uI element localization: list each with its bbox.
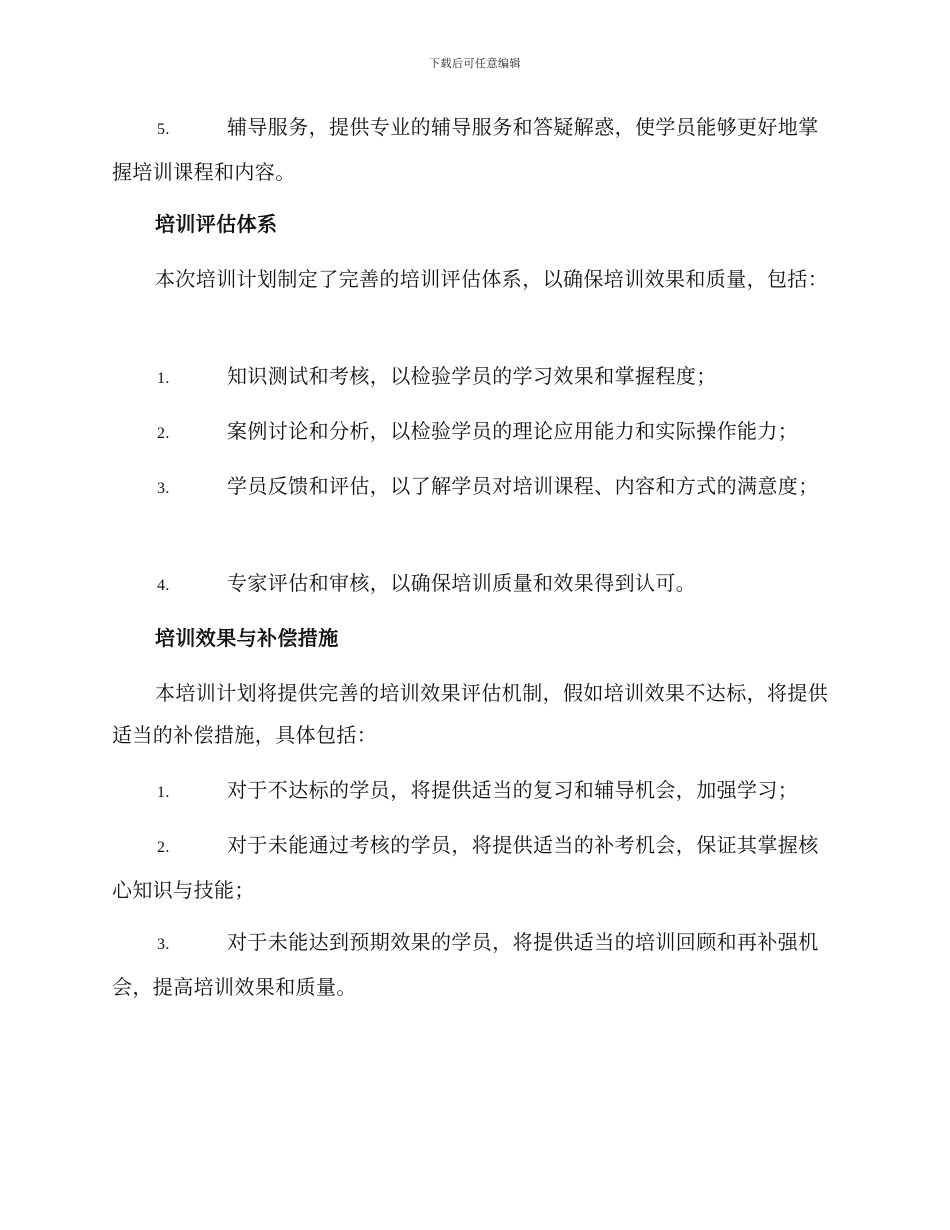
list-item-number: 4. (157, 577, 170, 594)
list-item (112, 769, 834, 814)
list-item-text: 知识测试和考核，以检验学员的学习效果和掌握程度； (227, 364, 717, 388)
list-item-text: 专家评估和审核，以确保培训质量和效果得到认可。 (227, 571, 697, 595)
section-heading: 培训效果与补偿措施 (155, 626, 339, 650)
list-item-number: 5. (157, 121, 170, 138)
list-item (112, 921, 834, 1008)
list-item-number: 1. (157, 784, 170, 801)
list-item-number: 3. (157, 480, 170, 497)
section-heading-evaluation (112, 203, 834, 245)
list-item-number: 2. (157, 839, 170, 856)
compensation-paragraph (112, 672, 834, 756)
list-item (112, 562, 834, 607)
list-item (112, 410, 834, 455)
list-item-text: 对于不达标的学员，将提供适当的复习和辅导机会，加强学习； (227, 778, 799, 802)
list-item-number: 3. (157, 936, 170, 953)
list-item (112, 824, 834, 911)
list-item (112, 465, 834, 510)
list-item-text: 学员反馈和评估，以了解学员对培训课程、内容和方式的满意度； (227, 474, 819, 498)
section-heading: 培训评估体系 (155, 212, 278, 236)
list-item-number: 1. (157, 370, 170, 387)
list-item (112, 355, 834, 400)
paragraph-text: 本次培训计划制定了完善的培训评估体系，以确保培训效果和质量，包括： (155, 267, 829, 291)
list-item-text: 对于未能通过考核的学员，将提供适当的补考机会，保证其掌握核心知识与技能； (112, 833, 819, 902)
list-item (112, 106, 834, 193)
paragraph-text: 本培训计划将提供完善的培训效果评估机制，假如培训效果不达标，将提供适当的补偿措施，具体包括： (112, 681, 829, 747)
evaluation-paragraph (112, 258, 834, 300)
list-item-text: 辅导服务，提供专业的辅导服务和答疑解惑，使学员能够更好地掌握培训课程和内容。 (112, 115, 819, 184)
section-heading-compensation (112, 617, 834, 659)
page-header-note: 下载后可任意编辑 (429, 57, 521, 70)
list-item-number: 2. (157, 425, 170, 442)
list-item-text: 对于未能达到预期效果的学员，将提供适当的培训回顾和再补强机会，提高培训效果和质量。 (112, 930, 819, 999)
list-item-text: 案例讨论和分析，以检验学员的理论应用能力和实际操作能力； (227, 419, 799, 443)
